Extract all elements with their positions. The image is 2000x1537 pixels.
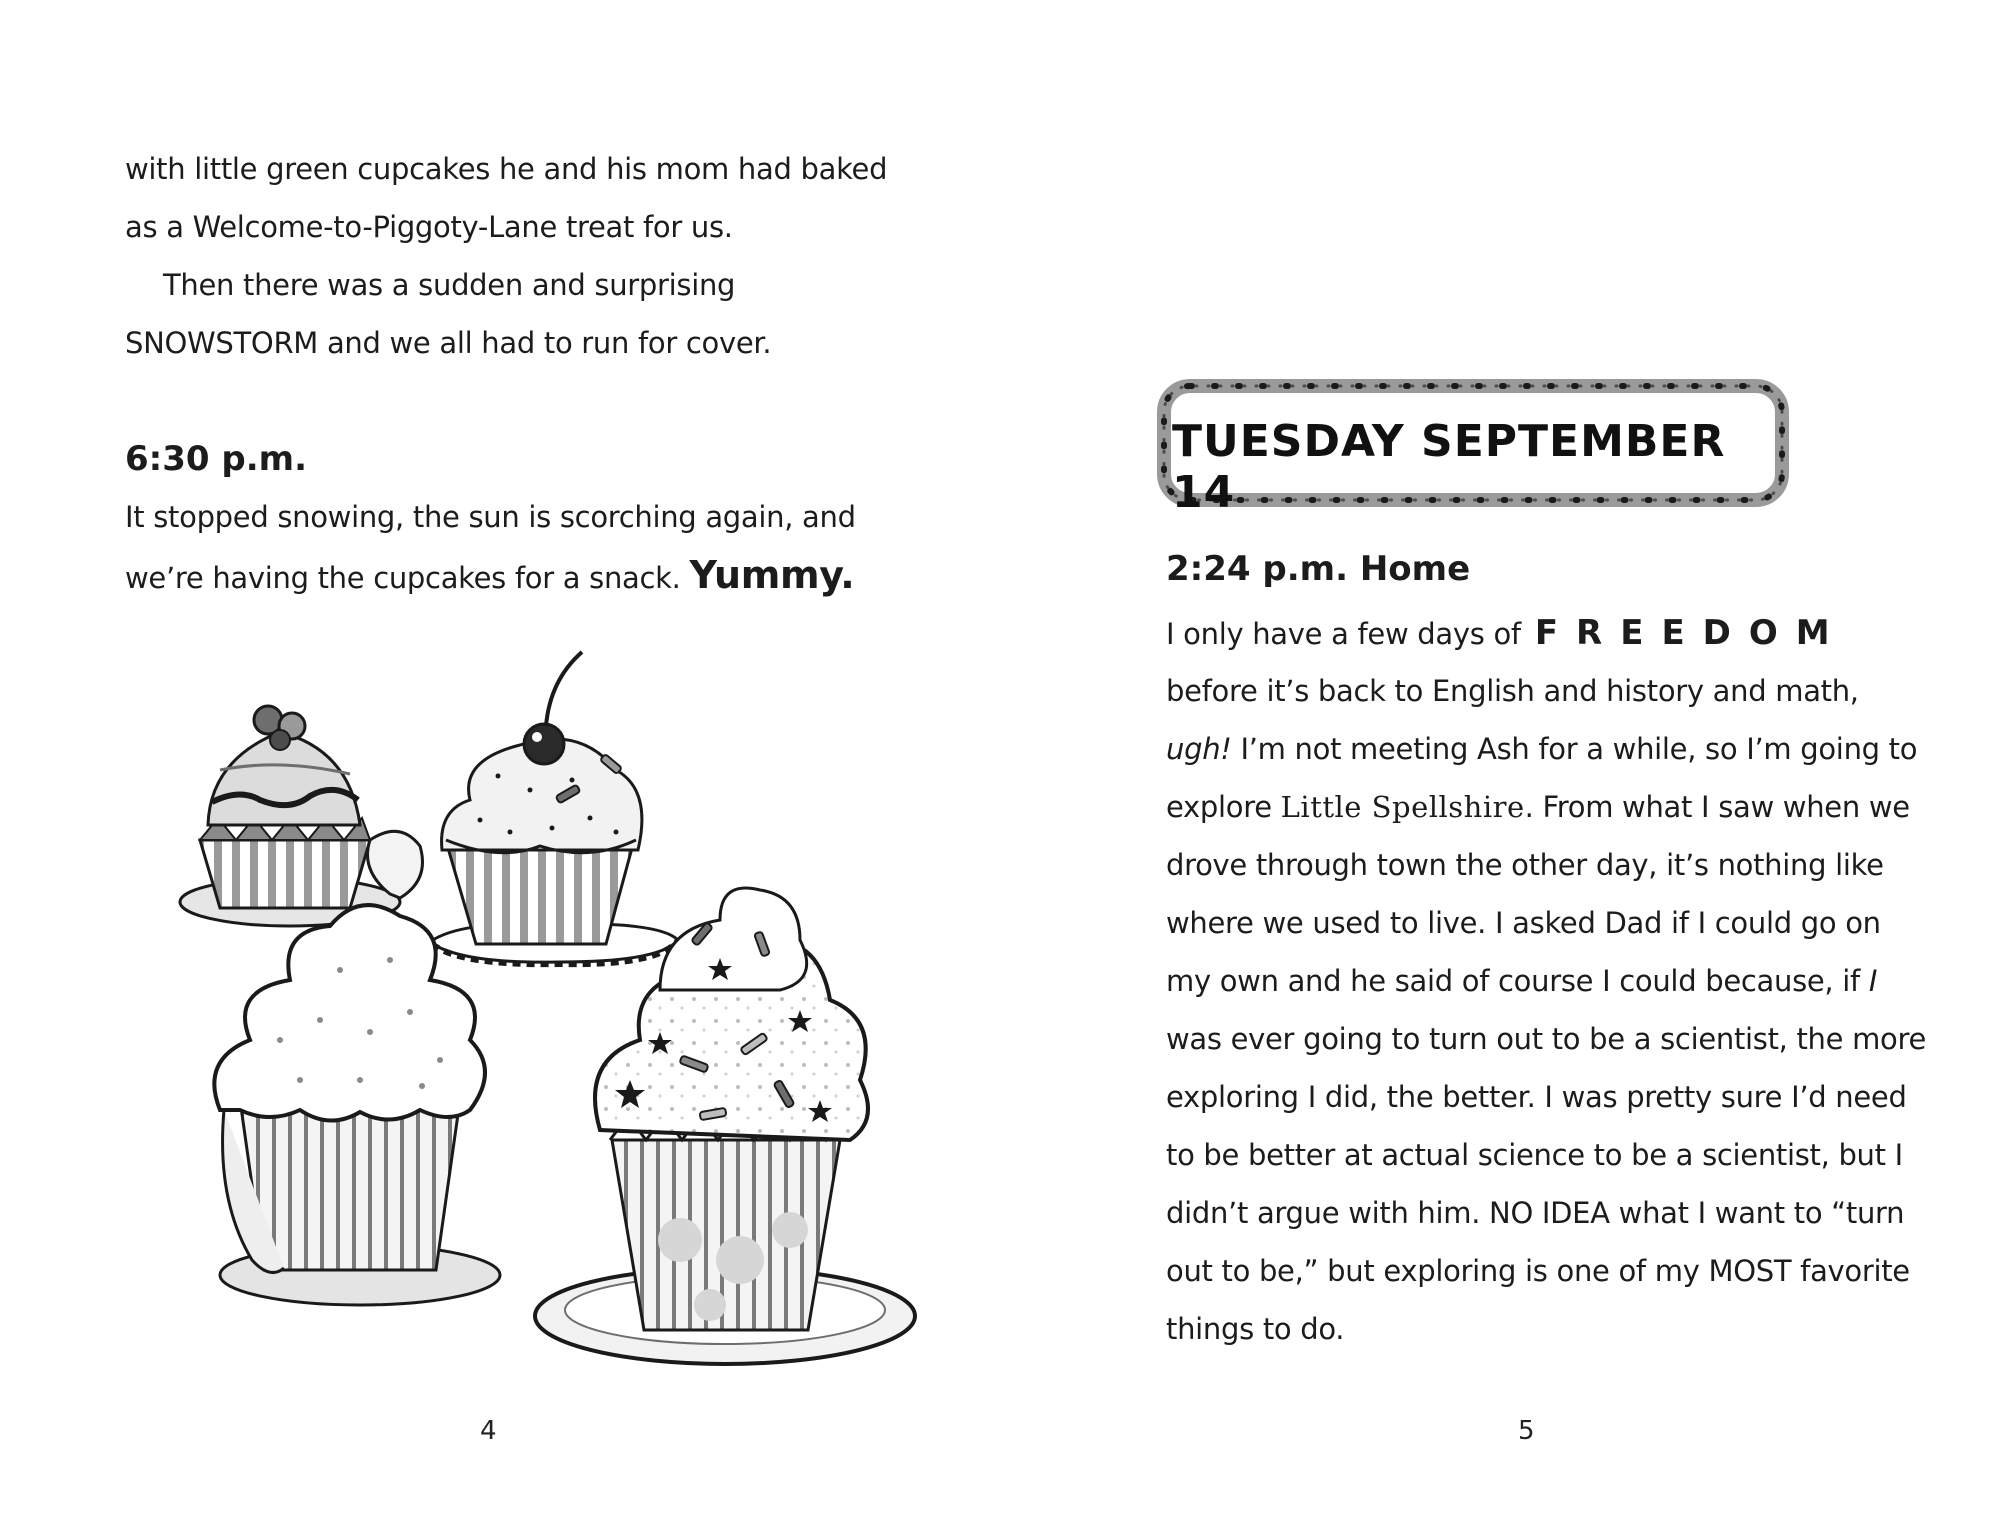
- body-line: as a Welcome-to-Piggoty-Lane treat for us.: [125, 210, 733, 244]
- body-line: things to do.: [1166, 1312, 1345, 1346]
- right-page: [1000, 0, 2000, 1537]
- line-text: I only have a few days of: [1166, 617, 1521, 651]
- line-text: . From what I saw when we: [1524, 790, 1910, 824]
- body-line: [1166, 604, 1848, 663]
- body-line: out to be,” but exploring is one of my MOST favorite: [1166, 1254, 1910, 1288]
- body-line: didn’t argue with him. NO IDEA what I want to “turn: [1166, 1196, 1905, 1230]
- body-line: with little green cupcakes he and his mom had baked: [125, 152, 888, 186]
- line-text: my own and he said of course I could because, if: [1166, 964, 1869, 998]
- page-number: 5: [1518, 1416, 1535, 1446]
- cupcake-1: [180, 706, 400, 926]
- body-line: It stopped snowing, the sun is scorching again, and: [125, 500, 856, 534]
- cupcakes-illustration: [160, 640, 960, 1400]
- ugh-italic: ugh!: [1166, 732, 1232, 766]
- body-line: Then there was a sudden and surprising: [163, 268, 736, 302]
- body-line: [125, 546, 854, 607]
- time-heading: 6:30 p.m.: [125, 439, 308, 479]
- line-text: I’m not meeting Ash for a while, so I’m going to: [1231, 732, 1918, 766]
- date-banner: [1154, 378, 1792, 518]
- body-line: was ever going to turn out to be a scientist, the more: [1166, 1022, 1927, 1056]
- cupcake-2: [430, 652, 678, 964]
- place-name: Little Spellshire: [1280, 790, 1525, 824]
- body-line: exploring I did, the better. I was pretty sure I’d need: [1166, 1080, 1907, 1114]
- body-line: where we used to live. I asked Dad if I could go on: [1166, 906, 1881, 940]
- yummy-emphasis: Yummy.: [689, 553, 855, 597]
- line-text: explore: [1166, 790, 1281, 824]
- i-italic: I: [1868, 964, 1878, 998]
- body-line: [1166, 720, 1917, 778]
- body-line: [1166, 952, 1877, 1010]
- entry-text: we’re having the cupcakes for a snack.: [125, 561, 681, 595]
- freedom-word: FREEDOM: [1534, 613, 1848, 653]
- body-line: before it’s back to English and history and math,: [1166, 674, 1859, 708]
- date-heading: TUESDAY SEPTEMBER 14: [1172, 416, 1726, 518]
- body-line: [1166, 778, 1910, 836]
- body-line: to be better at actual science to be a scientist, but I: [1166, 1138, 1903, 1172]
- page-number: 4: [480, 1416, 497, 1446]
- body-line: drove through town the other day, it’s nothing like: [1166, 848, 1884, 882]
- body-line: SNOWSTORM and we all had to run for cover.: [125, 326, 772, 360]
- time-heading: 2:24 p.m. Home: [1166, 549, 1471, 589]
